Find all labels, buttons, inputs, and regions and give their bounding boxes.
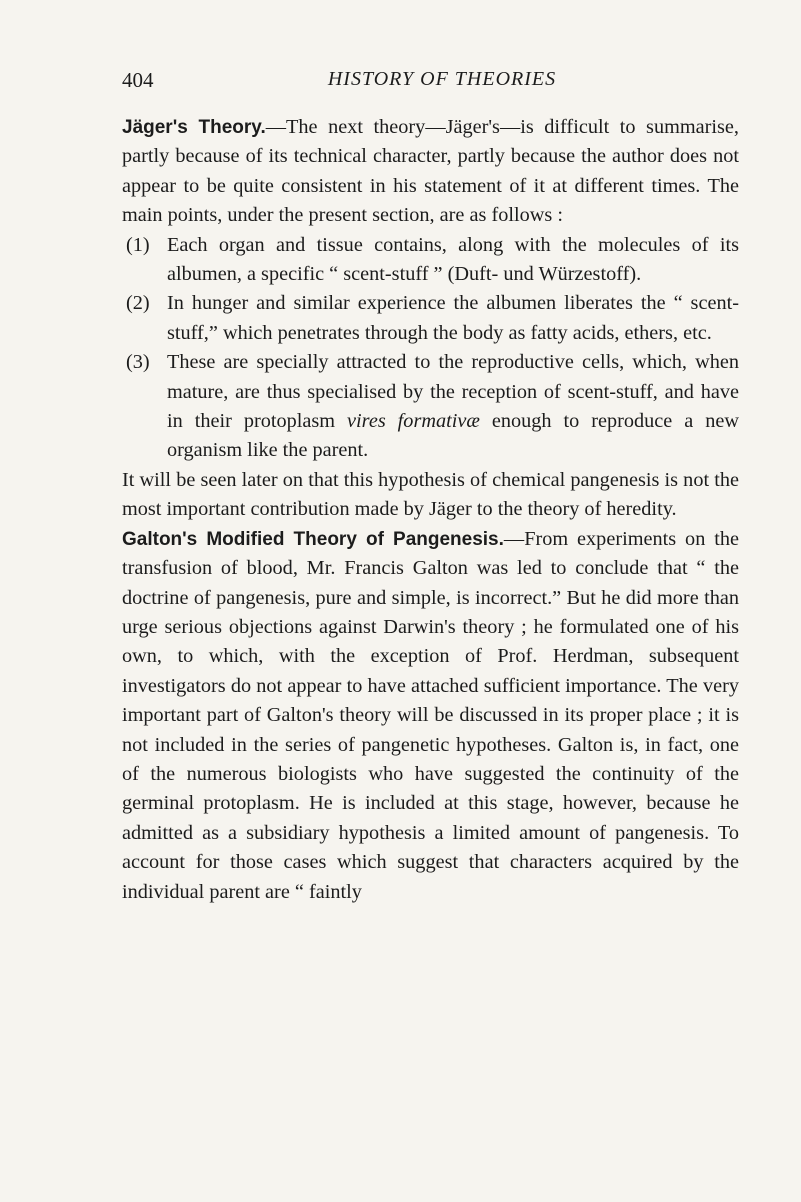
list-item-text: Each organ and tissue contains, along with the molecules of its albumen, a specific “ scent-stuff ” (Duft- und Würzestoff).: [167, 233, 739, 286]
running-head: HISTORY OF THEORIES: [327, 68, 557, 90]
galton-paragraph: [122, 525, 739, 907]
list-item: [122, 289, 739, 348]
page-number: 404: [122, 68, 154, 92]
list-item: [122, 231, 739, 290]
list-item-number: (3): [126, 351, 150, 374]
galton-heading: Galton's Modified Theory of Pangenesis.: [122, 528, 504, 550]
list-item: [122, 348, 739, 466]
jager-intro-paragraph: [122, 113, 739, 231]
list-item-text-end: enough to reproduce a new organism like the parent.: [167, 410, 739, 462]
list-item-text: In hunger and similar experience the albumen liberates the “ scent-stuff,” which penetrates through the body as fatty acids, ethers, etc.: [167, 292, 739, 344]
list-item-number: (2): [126, 292, 150, 315]
jager-intro-text: —The next theory—Jäger's—is difficult to summarise, partly because of its technical character, partly because the author does not appear to be quite consistent in his statement of it at different times. The main points, under the present section, are as follows :: [122, 116, 739, 227]
page-header: [122, 68, 742, 98]
list-item-number: (1): [126, 233, 150, 256]
jager-closing-paragraph: It will be seen later on that this hypothesis of chemical pangenesis is not the most important contribution made by Jäger to the theory of heredity.: [122, 468, 739, 521]
page-body: [122, 113, 739, 907]
galton-text: —From experiments on the transfusion of blood, Mr. Francis Galton was led to conclude that “ the doctrine of pangenesis, pure and simple, is incorrect.” But he did more than urge serious objections against Darwin's theory ; he formulated one of his own, to which, with the exception of Prof. Herdman, subsequent investigators do not appear to have attached sufficient importance. The very important part of Galton's theory will be discussed in its proper place ; it is not included in the series of pangenetic hypotheses. Galton is, in fact, one of the numerous biologists who have suggested the continuity of the germinal protoplasm. He is included at this stage, however, because he admitted as a subsidiary hypothesis a limited amount of pangenesis. To account for those cases which suggest that characters acquired by the individual parent are “ faintly: [122, 527, 740, 903]
list-item-italic-term: vires formativæ: [347, 410, 480, 433]
jager-heading: Jäger's Theory.: [122, 117, 266, 138]
list-item-text: These are specially attracted to the reproductive cells, which, when mature, are thus specialised by the reception of scent-stuff, and have in their protoplasm: [167, 351, 739, 433]
jager-points-list: [122, 231, 739, 466]
